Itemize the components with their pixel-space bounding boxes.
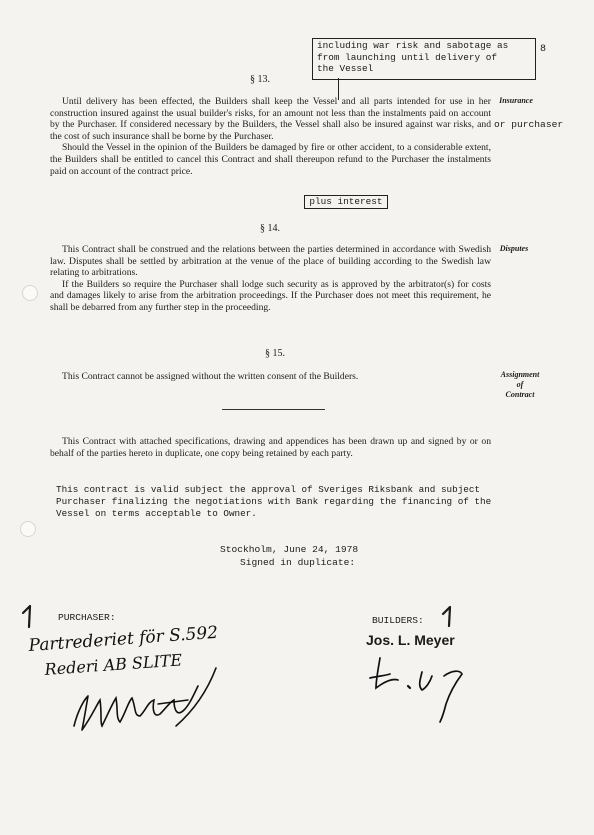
builders-label: BUILDERS: xyxy=(372,615,424,626)
insert-war-risk-box xyxy=(312,38,536,80)
section-14-heading: § 14. xyxy=(260,223,280,234)
section-14-para-1: This Contract shall be construed and the relations between the parties determined in accordance with Swedish law. Disputes shall be settled by arbitration at the venue of the place of building according to the Swedish law relating to arbitrations. xyxy=(50,244,491,279)
section-14-body xyxy=(50,244,491,314)
insert-or-purchaser: or purchaser xyxy=(494,119,564,130)
binder-hole xyxy=(22,285,38,301)
section-15-heading: § 15. xyxy=(265,348,285,359)
margin-note-insurance: Insurance xyxy=(499,96,533,105)
section-13-para-2: Should the Vessel in the opinion of the Builders be damaged by fire or other accident, to a considerable extent, the Builders shall be entitled to cancel this Contract and shall thereupon refund to the Purchaser the instalments paid on account of the contract price. xyxy=(50,142,491,177)
section-13-heading: § 13. xyxy=(250,74,270,85)
margin-note-disputes: Disputes xyxy=(499,244,529,253)
insert-line: from launching until delivery of xyxy=(317,51,498,63)
page-number: 8 xyxy=(540,44,547,55)
insert-line: including war risk and sabotage as xyxy=(317,40,509,51)
typed-line: Purchaser finalizing the negotiations with Bank regarding the financing of the xyxy=(56,495,492,507)
margin-note-line: Assignment xyxy=(500,370,540,379)
purchaser-handwritten-line-2: Rederi AB SLITE xyxy=(44,650,183,679)
typed-line: This contract is valid subject the approval of Sveriges Riksbank and subject xyxy=(56,484,481,495)
margin-note-line: of xyxy=(516,380,524,389)
check-mark-icon xyxy=(20,603,42,629)
closing-paragraph xyxy=(50,436,491,459)
section-13-para-1: Until delivery has been effected, the Builders shall keep the Vessel and all parts intended for use in her construction insured against the usual builder's risks, for an amount not less than the instalments paid on account by the Purchaser. If considered necessary by the Builders, the Vessel shall also be insured against war risks, and the cost of such insurance shall be borne by the Purchaser. xyxy=(50,96,491,142)
section-13-body xyxy=(50,96,491,177)
check-mark-icon xyxy=(440,604,462,630)
divider xyxy=(222,409,325,410)
builders-name-stamp: Jos. L. Meyer xyxy=(366,632,455,648)
section-15-para-1: This Contract cannot be assigned without the written consent of the Builders. xyxy=(62,371,359,382)
typed-condition xyxy=(56,484,491,519)
section-14-para-2: If the Builders so require the Purchaser shall lodge such security as is approved by the arbitrator(s) for costs and damages likely to arise from the arbitration proceedings. If the Purchaser does not meet this requirement, he shall be debarred from any further step in the proceeding. xyxy=(50,278,491,313)
signed-note: Signed in duplicate: xyxy=(240,557,356,568)
margin-note-line: Contract xyxy=(505,390,535,399)
section-15-body xyxy=(50,371,491,383)
purchaser-handwritten-line-1: Partrederiet för S.592 xyxy=(28,622,219,656)
typed-line: Vessel on terms acceptable to Owner. xyxy=(56,507,257,519)
purchaser-label: PURCHASER: xyxy=(58,612,116,623)
binder-hole xyxy=(20,521,36,537)
builders-signature xyxy=(360,652,480,724)
margin-note-assignment xyxy=(494,370,546,400)
insert-line: the Vessel xyxy=(317,63,374,74)
insert-plus-interest-box: plus interest xyxy=(304,195,388,209)
closing-text: This Contract with attached specifications, drawing and appendices has been drawn up and signed by or on behalf of the parties hereto in duplicate, one copy being retained by each party. xyxy=(50,436,491,459)
purchaser-signature xyxy=(66,660,226,740)
place-date: Stockholm, June 24, 1978 xyxy=(220,544,359,555)
